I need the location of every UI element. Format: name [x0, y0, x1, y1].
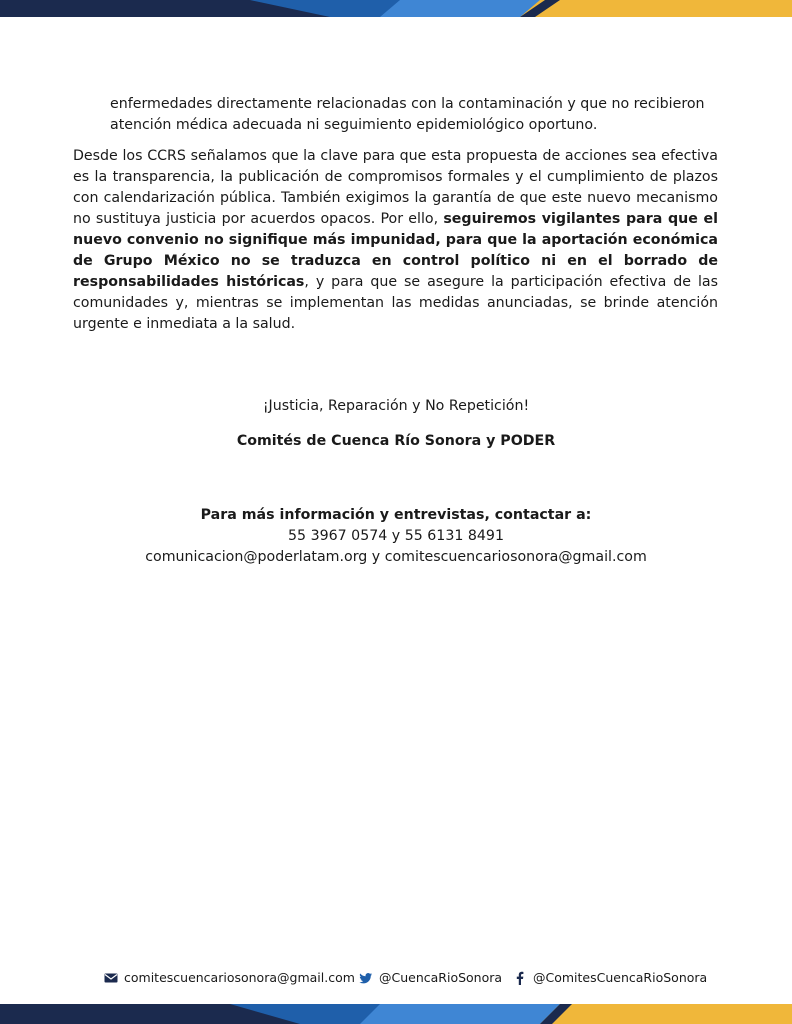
slogan: ¡Justicia, Reparación y No Repetición!: [262, 398, 530, 414]
header-color-band: [0, 0, 792, 17]
twitter-icon: [359, 971, 373, 985]
footer-email-text: comitescuencariosonora@gmail.com: [124, 970, 355, 985]
signature: Comités de Cuenca Río Sonora y PODER: [236, 433, 556, 449]
footer-facebook-text: @ComitesCuencaRioSonora: [533, 970, 708, 985]
indented-paragraph: enfermedades directamente relacionadas con la contaminación y que no recibieron atención médica adecuada ni seguimiento epidemiológico oportuno.: [110, 96, 705, 133]
footer: [0, 970, 792, 990]
body-paragraph: [73, 146, 718, 335]
paragraph-text-start: Desde los CCRS señalamos que la clave para que esta propuesta de acciones sea efectiva es la transparencia, la publicación de compromisos formales y el cumplimiento de plazos con calendarización pública. También exigimos la garantía de que este nuevo mecanismo no sustituya justicia por acuerdos opacos. Por ello,: [73, 148, 718, 227]
footer-email[interactable]: [104, 970, 355, 985]
footer-color-band: [0, 1004, 792, 1024]
facebook-icon: [513, 971, 527, 985]
main-text: [73, 94, 718, 335]
contact-block: [0, 505, 792, 568]
footer-facebook[interactable]: [513, 970, 707, 985]
paragraph-text-end: , y para que se asegure la participación efectiva de las comunidades y, mientras se implementan las medidas anunciadas, se brinde atención urgente e inmediata a la salud.: [73, 274, 718, 332]
footer-twitter[interactable]: [359, 970, 502, 985]
paragraph-text-bold: seguiremos vigilantes para que el nuevo convenio no signifique más impunidad, para que la aportación económica de Grupo México no se traduzca en control político ni en el borrado de responsabilidades históricas: [73, 211, 718, 290]
contact-emails: comunicacion@poderlatam.org y comitescuencariosonora@gmail.com: [145, 549, 647, 565]
contact-heading: Para más información y entrevistas, contactar a:: [200, 507, 592, 523]
contact-phones: 55 3967 0574 y 55 6131 8491: [288, 528, 504, 544]
mail-icon: [104, 971, 118, 985]
footer-twitter-text: @CuencaRioSonora: [379, 970, 503, 985]
